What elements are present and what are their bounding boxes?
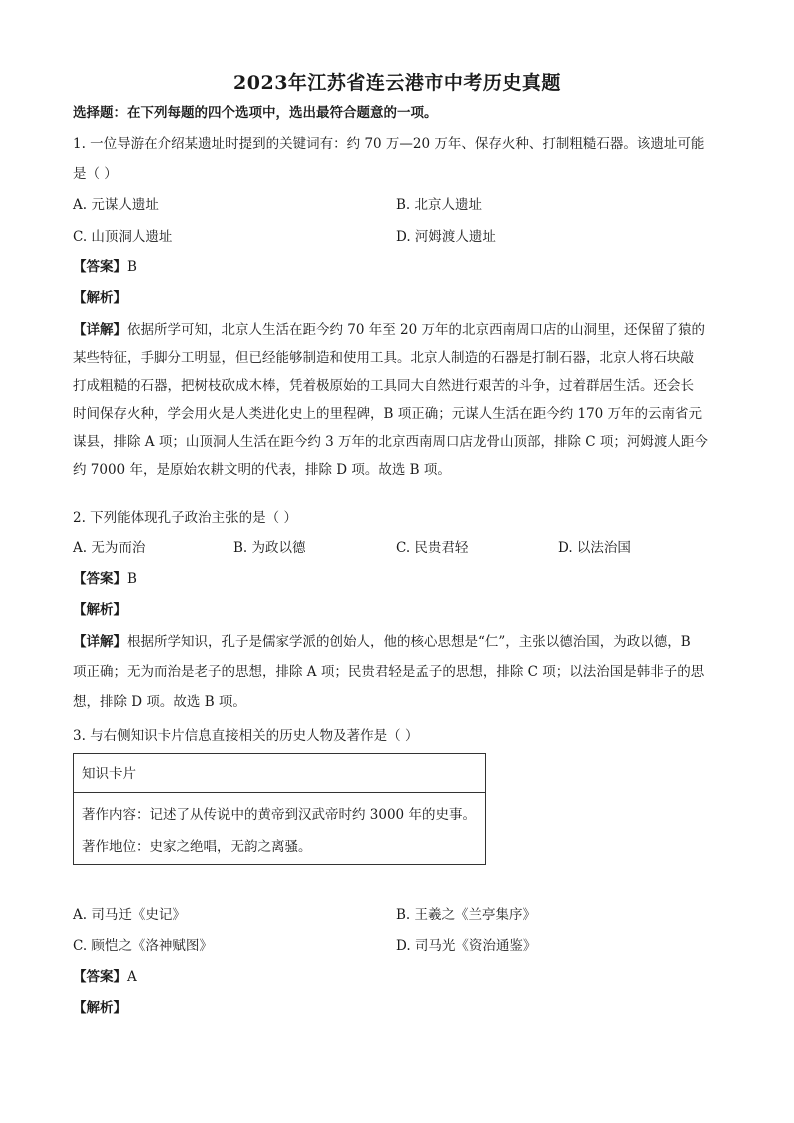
q1-detail-line-4: 时间保存火种，学会用火是人类进化史上的里程碑，B 项正确；元谋人生活在距今约 170 万年的云南省元 (73, 406, 703, 422)
q2-option-d: D. 以法治国 (558, 540, 631, 556)
q2-analysis-tag (73, 600, 725, 620)
q2-analysis-label: 【解析】 (73, 602, 127, 618)
q1-answer-tag: 【答案】 (73, 259, 127, 275)
q3-option-d: D. 司马光《资治通鉴》 (396, 938, 537, 954)
q1-option-a: A. 元谋人遗址 (73, 197, 159, 213)
q2-answer-tag: 【答案】 (73, 571, 127, 587)
knowledge-card-header-row (74, 754, 485, 793)
q2-option-b: B. 为政以德 (233, 540, 306, 556)
knowledge-card-content: 著作内容：记述了从传说中的黄帝到汉武帝时约 3000 年的史事。 (82, 807, 476, 823)
q3-answer (73, 967, 725, 987)
q2-stem: 2. 下列能体现孔子政治主张的是（ ） (73, 510, 297, 526)
q1-option-d: D. 河姆渡人遗址 (396, 229, 496, 245)
q1-stem-line-1: 1. 一位导游在介绍某遗址时提到的关键词有：约 70 万—20 万年、保存火种、打制粗糙石器。该遗址可能 (73, 136, 705, 152)
q1-detail-line-3: 打成粗糙的石器，把树枝砍成木棒，凭着极原始的工具同大自然进行艰苦的斗争，过着群居生活。还会长 (73, 378, 694, 394)
q2-detail-text-1: 根据所学知识，孔子是儒家学派的创始人，他的核心思想是“仁”，主张以德治国，为政以德，B (127, 634, 691, 650)
q1-answer-value: B (127, 259, 137, 275)
q2-detail-line-1 (73, 632, 725, 652)
q1-option-b: B. 北京人遗址 (396, 197, 483, 213)
q1-detail-tag: 【详解】 (73, 322, 127, 338)
q1-analysis-tag (73, 288, 725, 308)
page-title: 2023年江苏省连云港市中考历史真题 (233, 72, 561, 94)
q3-answer-value: A (127, 969, 137, 985)
q2-detail-line-3: 想，排除 D 项。故选 B 项。 (73, 694, 246, 710)
q1-detail-text-1: 依据所学可知，北京人生活在距今约 70 年至 20 万年的北京西南周口店的山洞里，还保留了猿的 (127, 322, 706, 338)
q3-option-c: C. 顾恺之《洛神赋图》 (73, 938, 213, 954)
q1-stem-line-2: 是（ ） (73, 166, 118, 182)
q1-detail-line-6: 约 7000 年，是原始农耕文明的代表，排除 D 项。故选 B 项。 (73, 462, 451, 478)
q2-option-a: A. 无为而治 (73, 540, 146, 556)
section-heading: 选择题：在下列每题的四个选项中，选出最符合题意的一项。 (73, 105, 438, 121)
q1-answer (73, 257, 725, 277)
q2-detail-tag: 【详解】 (73, 634, 127, 650)
q3-option-a: A. 司马迁《史记》 (73, 907, 186, 923)
q1-detail-line-2: 某些特征，手脚分工明显，但已经能够制造和使用工具。北京人制造的石器是打制石器，北京人将石块敲 (73, 350, 694, 366)
knowledge-card-status: 著作地位：史家之绝唱，无韵之离骚。 (82, 839, 312, 855)
q3-answer-tag: 【答案】 (73, 969, 127, 985)
q1-analysis-label: 【解析】 (73, 290, 127, 306)
q3-analysis-label: 【解析】 (73, 1000, 127, 1016)
q1-option-c: C. 山顶洞人遗址 (73, 229, 173, 245)
q2-answer (73, 569, 725, 589)
q1-detail-line-5: 谋县，排除 A 项；山顶洞人生活在距今约 3 万年的北京西南周口店龙骨山顶部，排除 C 项；河姆渡人距今 (73, 434, 708, 450)
q3-option-b: B. 王羲之《兰亭集序》 (396, 907, 537, 923)
q1-detail-line-1 (73, 320, 725, 340)
knowledge-card-header: 知识卡片 (82, 766, 136, 782)
q2-option-c: C. 民贵君轻 (396, 540, 469, 556)
q3-analysis-tag (73, 998, 725, 1018)
knowledge-card (73, 753, 486, 865)
q3-stem: 3. 与右侧知识卡片信息直接相关的历史人物及著作是（ ） (73, 728, 419, 744)
q2-detail-line-2: 项正确；无为而治是老子的思想，排除 A 项；民贵君轻是孟子的思想，排除 C 项；以法治国是韩非子的思 (73, 664, 705, 680)
q2-answer-value: B (127, 571, 137, 587)
